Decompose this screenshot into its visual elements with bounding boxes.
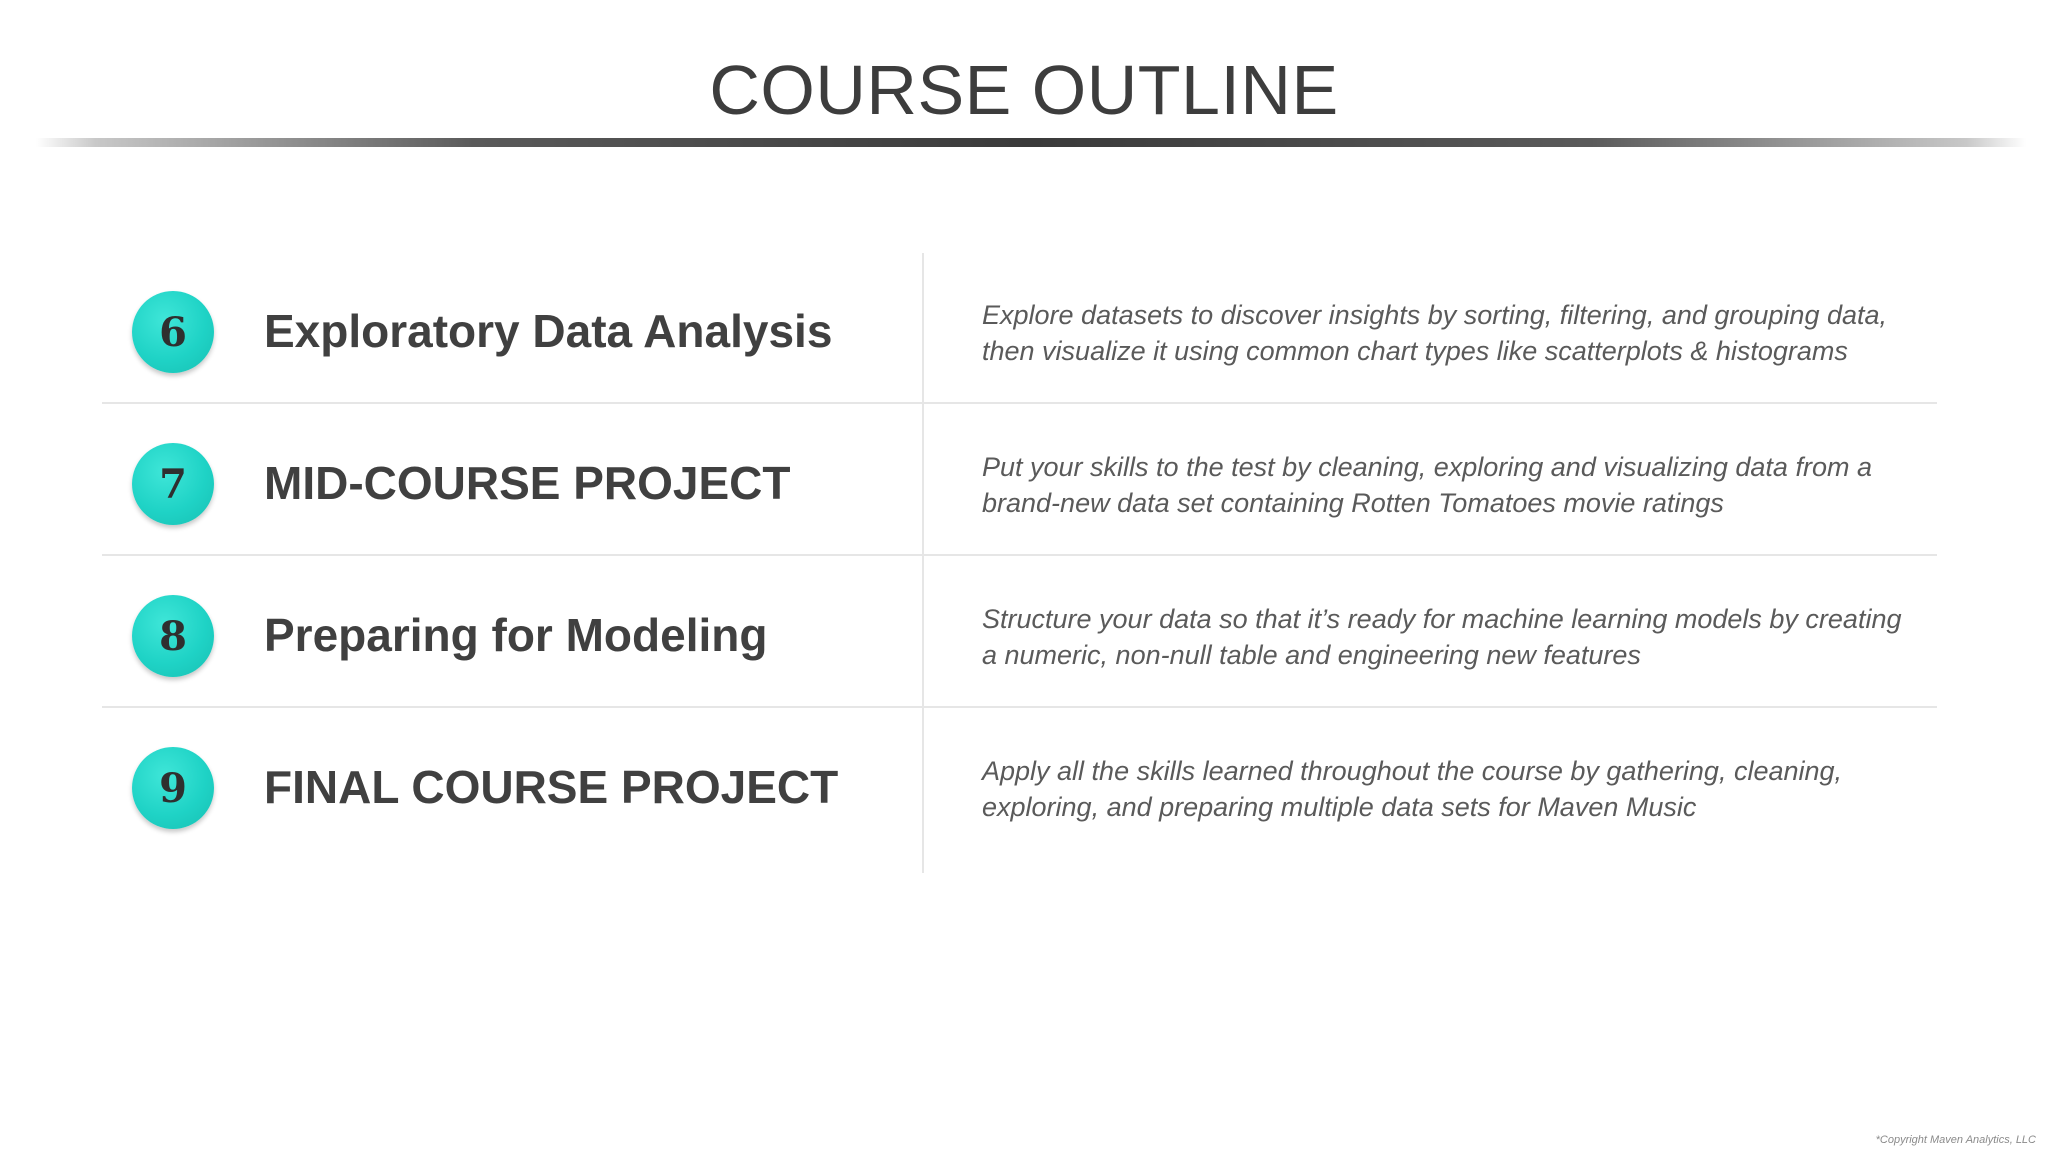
- row-divider: [102, 402, 1937, 404]
- section-description: Explore datasets to discover insights by sorting, filtering, and grouping data, then visualize it using common chart types like scatterplots & histograms: [982, 300, 1888, 366]
- section-row-8: [102, 557, 1937, 707]
- section-description: Structure your data so that it’s ready for machine learning models by creating a numeric, non-null table and engineering new features: [982, 604, 1902, 670]
- section-number-badge: 9: [132, 747, 214, 829]
- section-title: MID-COURSE PROJECT: [264, 457, 791, 509]
- section-row-7: [102, 405, 1937, 555]
- section-description: Put your skills to the test by cleaning, exploring and visualizing data from a brand-new data set containing Rotten Tomatoes movie ratings: [982, 452, 1872, 518]
- row-divider: [102, 706, 1937, 708]
- row-divider: [102, 554, 1937, 556]
- section-number-badge: 6: [132, 291, 214, 373]
- copyright-notice: *Copyright Maven Analytics, LLC: [1875, 1134, 2036, 1146]
- section-number-badge: 8: [132, 595, 214, 677]
- page-title: COURSE OUTLINE: [709, 51, 1339, 129]
- section-title: Preparing for Modeling: [264, 609, 768, 661]
- section-title: Exploratory Data Analysis: [264, 305, 833, 357]
- section-number-badge: 7: [132, 443, 214, 525]
- course-outline-table: [102, 253, 1937, 873]
- section-row-6: [102, 253, 1937, 403]
- section-title: FINAL COURSE PROJECT: [264, 761, 839, 813]
- section-row-9: [102, 709, 1937, 859]
- title-underline: [36, 138, 2026, 147]
- section-description: Apply all the skills learned throughout the course by gathering, cleaning, exploring, and preparing multiple data sets for Maven Music: [982, 756, 1843, 822]
